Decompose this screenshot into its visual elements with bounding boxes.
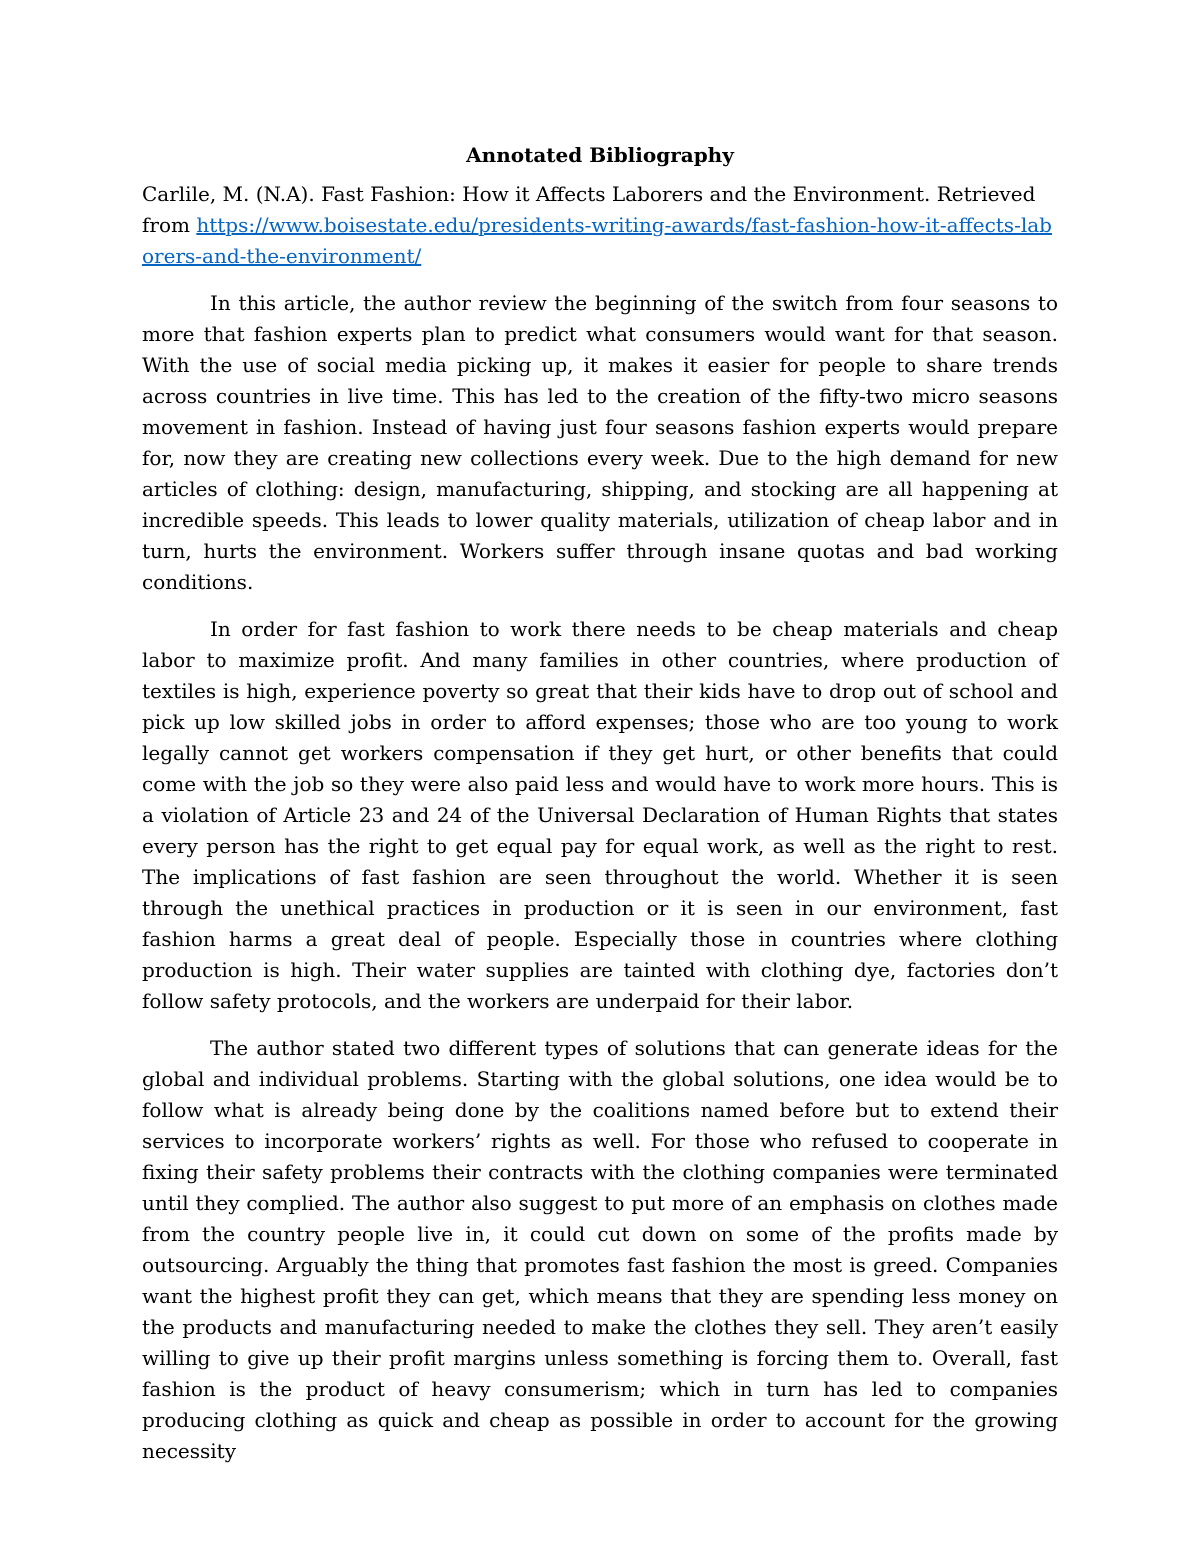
document-body	[142, 140, 1058, 1483]
page-title: Annotated Bibliography	[466, 143, 734, 167]
paragraph-summary: In this article, the author review the beginning of the switch from four seasons to more that fashion experts plan to predict what consumers would want for that season. With the use of social media picking up, it makes it easier for people to share trends across countries in live time. This has led to the creation of the fifty-two micro seasons movement in fashion. Instead of having just four seasons fashion experts would prepare for, now they are creating new collections every week. Due to the high demand for new articles of clothing: design, manufacturing, shipping, and stocking are all happening at incredible speeds. This leads to lower quality materials, utilization of cheap labor and in turn, hurts the environment. Workers suffer through insane quotas and bad working conditions.	[142, 291, 1058, 594]
citation	[142, 179, 1058, 272]
paragraph-solutions: The author stated two different types of solutions that can generate ideas for the global and individual problems. Starting with the global solutions, one idea would be to follow what is already being done by the coalitions named before but to extend their services to incorporate workers’ rights as well. For those who refused to cooperate in fixing their safety problems their contracts with the clothing companies were terminated until they complied. The author also suggest to put more of an emphasis on clothes made from the country people live in, it could cut down on some of the profits made by outsourcing. Arguably the thing that promotes fast fashion the most is greed. Companies want the highest profit they can get, which means that they are spending less money on the products and manufacturing needed to make the clothes they sell. They aren’t easily willing to give up their profit margins unless something is forcing them to. Overall, fast fashion is the product of heavy consumerism; which in turn has led to companies producing clothing as quick and cheap as possible in order to account for the growing necessity	[142, 1036, 1058, 1463]
citation-text: Carlile, M. (N.A). Fast Fashion: How it Affects Laborers and the Environment. Retrieved from	[142, 182, 1036, 237]
paragraph-labor: In order for fast fashion to work there needs to be cheap materials and cheap labor to maximize profit. And many families in other countries, where production of textiles is high, experience poverty so great that their kids have to drop out of school and pick up low skilled jobs in order to afford expenses; those who are too young to work legally cannot get workers compensation if they get hurt, or other benefits that could come with the job so they were also paid less and would have to work more hours. This is a violation of Article 23 and 24 of the Universal Declaration of Human Rights that states every person has the right to get equal pay for equal work, as well as the right to rest. The implications of fast fashion are seen throughout the world. Whether it is seen through the unethical practices in production or it is seen in our environment, fast fashion harms a great deal of people. Especially those in countries where clothing production is high. Their water supplies are tainted with clothing dye, factories don’t follow safety protocols, and the workers are underpaid for their labor.	[142, 617, 1058, 1013]
citation-link[interactable]: https://www.boisestate.edu/presidents-writing-awards/fast-fashion-how-it-affects-laborers-and-the-environment/	[142, 213, 1052, 268]
